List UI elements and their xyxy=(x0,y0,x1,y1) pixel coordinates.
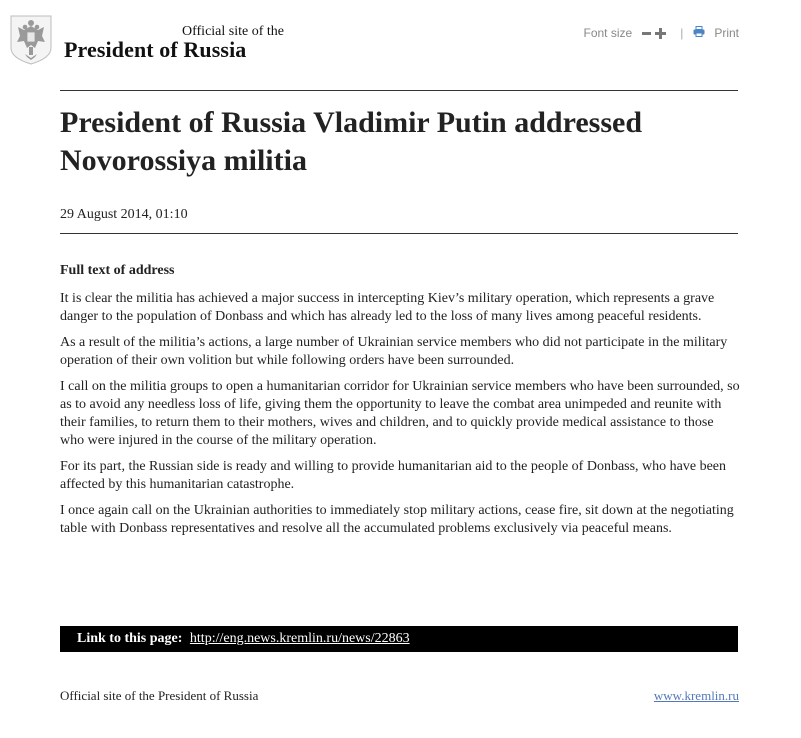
font-size-label: Font size xyxy=(583,26,633,40)
print-icon[interactable] xyxy=(693,26,705,40)
article-subheading: Full text of address xyxy=(60,263,175,278)
article-title: President of Russia Vladimir Putin addressed Novorossiya militia xyxy=(60,106,643,177)
site-title-sub[interactable]: Official site of the xyxy=(182,24,284,39)
divider-top xyxy=(60,90,738,91)
minus-icon[interactable] xyxy=(642,32,651,35)
article-paragraph: I once again call on the Ukrainian authorities to immediately stop military actions, cease fire, sit down at the negotiating table with Donbass representatives and resolve all the accumulated problems exclusively via peaceful means. xyxy=(60,503,734,536)
site-title-main[interactable]: President of Russia xyxy=(64,37,247,62)
article-date: 29 August 2014, 01:10 xyxy=(60,207,188,222)
print-link[interactable]: Print xyxy=(714,26,739,40)
coat-of-arms-icon[interactable] xyxy=(9,14,53,66)
article-paragraph: It is clear the militia has achieved a major success in intercepting Kiev’s military operation, which represents a grave danger to the population of Donbass and which has already led to the loss of many lives among peaceful residents. xyxy=(60,291,715,324)
divider-mid xyxy=(60,233,738,234)
article-paragraph: As a result of the militia’s actions, a large number of Ukrainian service members who did not participate in the military operation of their own volition but while following orders have been surrounded. xyxy=(60,335,728,368)
toolbar-separator: | xyxy=(680,26,684,40)
article-paragraph: I call on the militia groups to open a humanitarian corridor for Ukrainian service members who have been surrounded, so as to avoid any needless loss of life, giving them the opportunity to leave the combat area unimpeded and reunite with their families, to return them to their mothers, wives and children, and to quickly provide medical assistance to those who were injured in the course of the military operation. xyxy=(60,379,740,448)
footer-site-text: Official site of the President of Russia xyxy=(60,688,259,703)
link-to-page-label: Link to this page: xyxy=(77,631,183,646)
footer-kremlin-link[interactable]: www.kremlin.ru xyxy=(653,688,739,703)
toolbar xyxy=(584,26,740,40)
plus-icon[interactable] xyxy=(655,28,666,39)
article-paragraph: For its part, the Russian side is ready and willing to provide humanitarian aid to the people of Donbass, who have been affected by this humanitarian catastrophe. xyxy=(60,459,727,492)
article-body xyxy=(60,262,740,546)
link-to-page-url[interactable]: http://eng.news.kremlin.ru/news/22863 xyxy=(189,631,410,646)
link-to-page-bar xyxy=(60,626,738,652)
